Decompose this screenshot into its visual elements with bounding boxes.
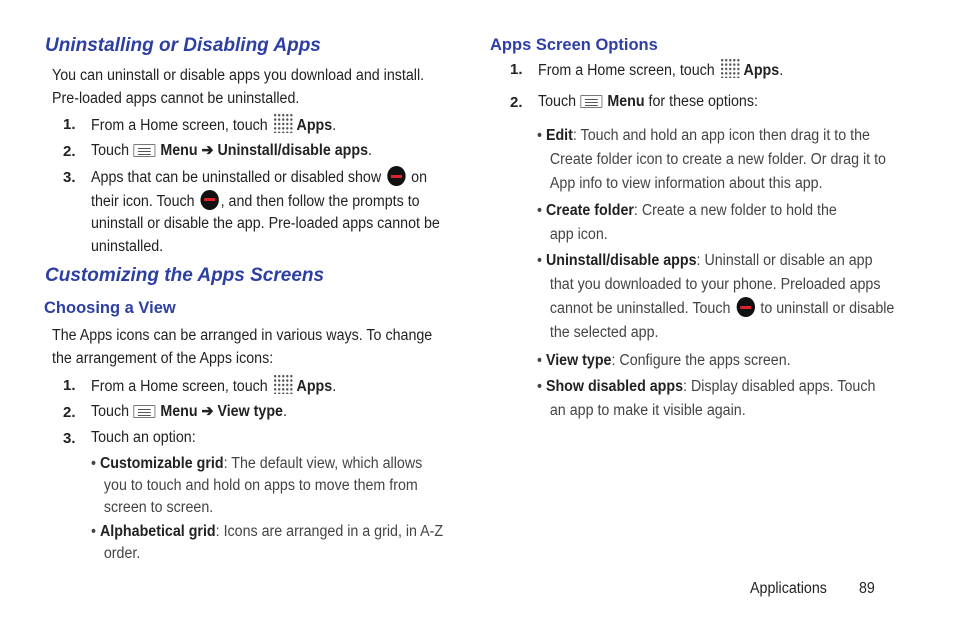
remove-icon (387, 166, 405, 186)
step-text: . (779, 62, 784, 79)
apps-grid-icon (274, 374, 294, 394)
menu-icon (581, 95, 603, 108)
step-text: uninstall or disable the app. Pre-loaded apps cannot be (91, 215, 440, 232)
step-text: Touch (91, 142, 130, 159)
step-text: . (368, 142, 372, 159)
step-text: their icon. Touch (91, 192, 195, 210)
bullet-term: Create folder (545, 202, 634, 219)
step-text: From a Home screen, touch (91, 378, 268, 395)
step-text: , and then follow the prompts to (220, 192, 420, 210)
text-line: the arrangement of the Apps icons: (52, 349, 274, 367)
step-text: on (411, 169, 428, 186)
step-bold: Menu ➔ Uninstall/disable apps (160, 142, 369, 159)
step-number: 1. (510, 61, 523, 78)
option-text: you to touch and hold on apps to move them from (103, 477, 418, 494)
option-alphabetical-grid: • Alphabetical grid: Icons are arranged in a grid, in A-Z order. (91, 521, 443, 565)
uninstall-step-1 (91, 113, 336, 138)
step-number: 3. (63, 169, 76, 186)
bullet-text: : Create a new folder to hold the (633, 202, 837, 219)
uninstall-intro (52, 65, 424, 110)
step-text: From a Home screen, touch (538, 62, 715, 79)
heading-customizing: Customizing the Apps Screens (45, 265, 325, 286)
page-number: 89 (859, 580, 875, 597)
step-text: Touch an option: (91, 429, 196, 446)
option-customizable-grid: • Customizable grid: The default view, which allows you to touch and hold on apps to move them from screen to screen. (91, 453, 422, 519)
text-line: Pre-loaded apps cannot be uninstalled. (52, 89, 300, 107)
bullet-text: an app to make it visible again. (549, 402, 746, 419)
bullet-text: Create folder icon to create a new folder. Or drag it to (549, 151, 886, 168)
option-text: order. (103, 545, 141, 562)
bullet-text: to uninstall or disable (760, 300, 895, 317)
bullet-term: Show disabled apps (545, 378, 684, 395)
option-text: : The default view, which allows (223, 455, 423, 472)
bullet-term: Edit (545, 127, 573, 144)
step-bold: Apps (296, 117, 333, 134)
step-number: 2. (63, 404, 76, 421)
options-step-2 (538, 91, 758, 114)
step-bold: Menu ➔ View type (160, 403, 283, 420)
bullet-uninstall-disable: • Uninstall/disable apps: Uninstall or disable an app that you downloaded to your phone. Preloaded apps cannot be uninstalled. Touch to uninstall or disable the selected app. (537, 249, 894, 345)
options-step-1 (538, 58, 783, 83)
menu-icon (134, 405, 156, 418)
apps-grid-icon (274, 113, 294, 133)
bullet-view-type: • View type: Configure the apps screen. (537, 352, 791, 369)
step-number: 3. (63, 430, 76, 447)
bullet-edit: • Edit: Touch and hold an app icon then drag it to the Create folder icon to create a new folder. Or drag it to App info to view information about this app. (537, 124, 886, 196)
step-text: . (332, 117, 337, 134)
step-bold: Menu (607, 93, 645, 110)
step-text: uninstalled. (91, 237, 164, 255)
step-bold: Apps (296, 378, 333, 395)
bullet-show-disabled: • Show disabled apps: Display disabled apps. Touch an app to make it visible again. (537, 375, 875, 423)
bullet-text: the selected app. (549, 324, 659, 341)
step-text: Apps that can be uninstalled or disabled show (91, 169, 382, 186)
bullet-term: View type (545, 352, 612, 369)
bullet-text: app icon. (549, 226, 608, 243)
step-text: Touch (91, 403, 130, 420)
option-term: Customizable grid (99, 455, 224, 472)
option-text: : Icons are arranged in a grid, in A-Z (215, 523, 444, 540)
step-number: 2. (63, 143, 76, 160)
bullet-create-folder: • Create folder: Create a new folder to hold the app icon. (537, 199, 837, 247)
step-text: . (332, 378, 337, 395)
option-term: Alphabetical grid (99, 523, 216, 540)
step-text: From a Home screen, touch (91, 117, 268, 134)
heading-choosing: Choosing a View (44, 299, 176, 317)
menu-icon (134, 144, 156, 157)
apps-grid-icon (721, 58, 741, 78)
text-line: You can uninstall or disable apps you download and install. (52, 67, 425, 84)
choose-step-2 (91, 401, 287, 424)
step-bold: Apps (743, 62, 780, 79)
bullet-text: : Configure the apps screen. (611, 352, 791, 369)
remove-icon (736, 297, 754, 317)
choosing-intro (52, 325, 432, 370)
bullet-text: : Touch and hold an app icon then drag it to the (572, 127, 870, 144)
bullet-text: App info to view information about this app. (549, 175, 823, 192)
uninstall-step-2 (91, 140, 372, 163)
bullet-term: Uninstall/disable apps (545, 252, 697, 269)
step-text: for these options: (648, 93, 758, 110)
bullet-text: that you downloaded to your phone. Preloaded apps (549, 276, 881, 293)
step-number: 1. (63, 377, 76, 394)
step-text: Touch (538, 93, 577, 110)
step-number: 1. (63, 116, 76, 133)
bullet-text: : Uninstall or disable an app (696, 252, 873, 269)
heading-uninstall: Uninstalling or Disabling Apps (45, 35, 321, 56)
uninstall-step-3 (91, 166, 440, 258)
text-line: The Apps icons can be arranged in various ways. To change (52, 327, 433, 344)
choose-step-3 (91, 427, 196, 450)
step-number: 2. (510, 94, 523, 111)
heading-apps-screen-options: Apps Screen Options (490, 36, 658, 54)
footer-section: Applications (750, 580, 827, 597)
step-text: . (282, 403, 287, 420)
option-text: screen to screen. (103, 499, 214, 516)
choose-step-1 (91, 374, 336, 399)
bullet-text: : Display disabled apps. Touch (683, 378, 876, 395)
bullet-text: cannot be uninstalled. Touch (549, 300, 731, 317)
remove-icon (200, 190, 218, 210)
